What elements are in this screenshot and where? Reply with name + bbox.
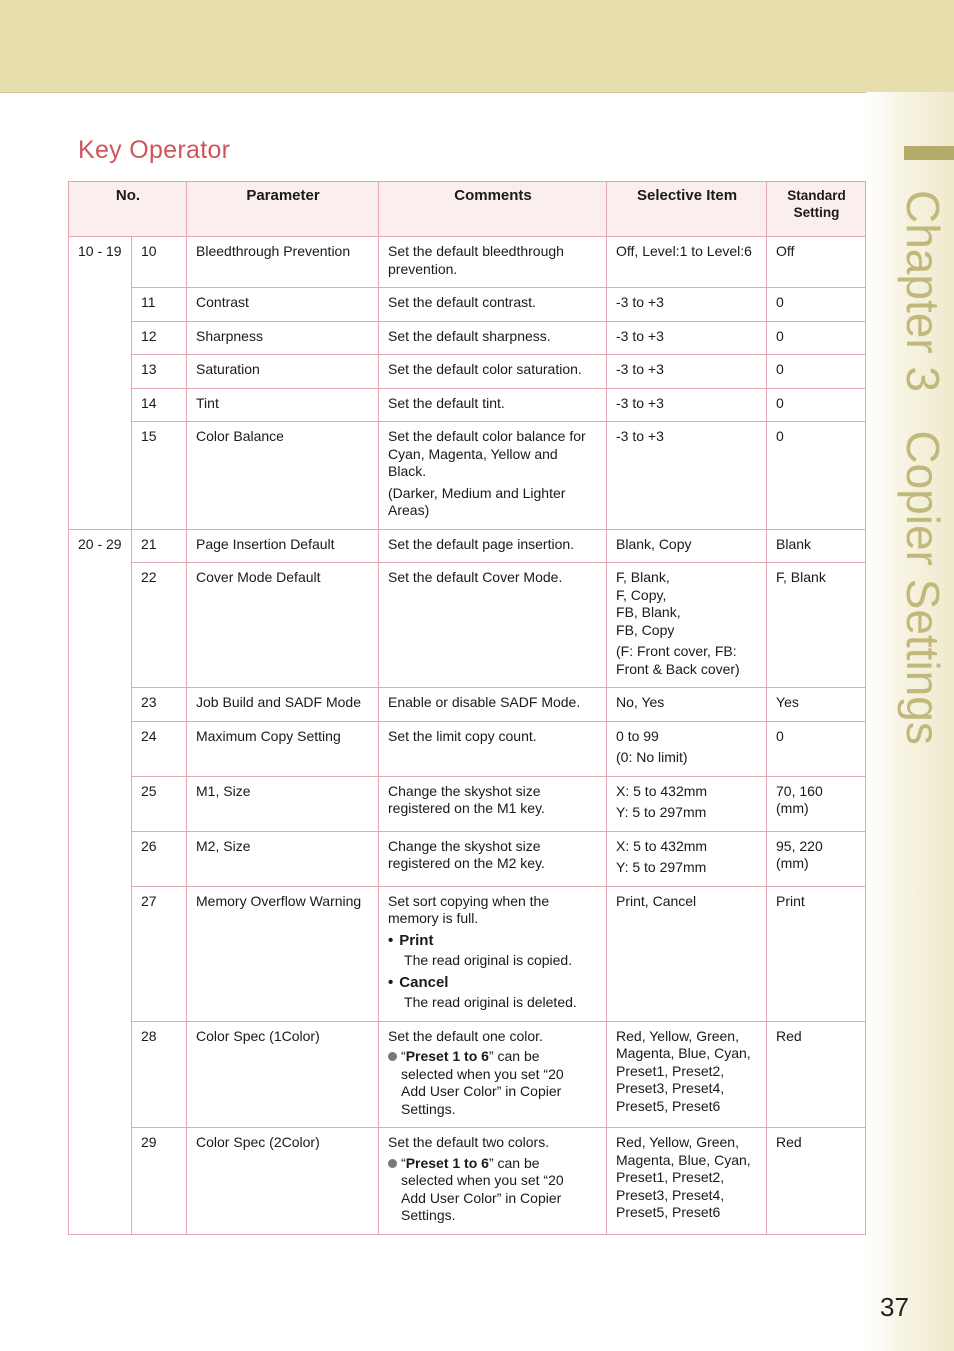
comment-extra-line: Areas) bbox=[388, 502, 430, 518]
comment-line: Set the default one color. bbox=[388, 1027, 543, 1044]
note-text: Add User Color” in Copier bbox=[401, 1189, 562, 1206]
table-header-row bbox=[69, 182, 866, 237]
table-row bbox=[69, 388, 866, 422]
header-standard-setting bbox=[767, 182, 866, 237]
table-row bbox=[69, 776, 866, 831]
row-selective-item bbox=[607, 1128, 767, 1235]
row-number: 23 bbox=[132, 688, 187, 722]
note-text: selected when you set “20 bbox=[401, 1065, 564, 1082]
note-text: Settings. bbox=[401, 1100, 456, 1117]
row-parameter: Sharpness bbox=[187, 321, 379, 355]
bullet-body: The read original is copied. bbox=[404, 952, 573, 968]
table-row bbox=[69, 831, 866, 886]
row-comments bbox=[379, 355, 607, 389]
selective-extra-line: (F: Front cover, FB: bbox=[616, 643, 737, 659]
row-comments bbox=[379, 831, 607, 886]
row-number: 13 bbox=[132, 355, 187, 389]
standard-line: F, Blank bbox=[776, 569, 826, 585]
comment-line: Set the default bleedthrough bbox=[388, 243, 564, 259]
selective-line: Preset3, Preset4, bbox=[616, 1186, 725, 1203]
comment-line: Set the default color balance for bbox=[388, 428, 586, 444]
standard-line: (mm) bbox=[776, 855, 809, 871]
comment-line: registered on the M2 key. bbox=[388, 855, 545, 871]
selective-line: F, Blank, bbox=[616, 569, 670, 585]
header-selective-item: Selective Item bbox=[607, 182, 767, 237]
row-parameter: Color Spec (1Color) bbox=[187, 1021, 379, 1128]
row-selective-item bbox=[607, 321, 767, 355]
standard-line: Yes bbox=[776, 694, 799, 710]
selective-line: No, Yes bbox=[616, 694, 665, 710]
row-comments bbox=[379, 776, 607, 831]
row-number: 12 bbox=[132, 321, 187, 355]
row-parameter: Tint bbox=[187, 388, 379, 422]
row-number: 21 bbox=[132, 529, 187, 563]
row-number: 10 bbox=[132, 237, 187, 288]
standard-line: Red bbox=[776, 1134, 802, 1150]
row-number: 24 bbox=[132, 721, 187, 776]
chapter-tab bbox=[897, 190, 949, 745]
selective-line: -3 to +3 bbox=[616, 327, 664, 344]
note-bold: Preset 1 to 6 bbox=[405, 1154, 489, 1171]
standard-line: 0 bbox=[776, 428, 784, 444]
bullet-heading-text: Print bbox=[399, 931, 434, 949]
note bbox=[388, 1048, 598, 1118]
standard-line: 0 bbox=[776, 294, 784, 310]
bullet-heading-text: Cancel bbox=[399, 973, 449, 991]
row-standard-setting bbox=[767, 1021, 866, 1128]
standard-line: Blank bbox=[776, 535, 812, 552]
selective-line: -3 to +3 bbox=[616, 394, 664, 411]
selective-line: Preset5, Preset6 bbox=[616, 1097, 721, 1114]
comment-line: Black. bbox=[388, 463, 427, 479]
row-parameter: M2, Size bbox=[187, 831, 379, 886]
group-range: 10 - 19 bbox=[69, 237, 132, 530]
selective-line: -3 to +3 bbox=[616, 428, 664, 444]
row-number: 14 bbox=[132, 388, 187, 422]
row-parameter: Maximum Copy Setting bbox=[187, 721, 379, 776]
comment-line: Set the default Cover Mode. bbox=[388, 569, 563, 585]
row-standard-setting bbox=[767, 1128, 866, 1235]
selective-line: 0 to 99 bbox=[616, 727, 659, 744]
row-parameter: Job Build and SADF Mode bbox=[187, 688, 379, 722]
row-selective-item bbox=[607, 563, 767, 688]
comment-line: Set the default page insertion. bbox=[388, 535, 575, 552]
standard-line: 70, 160 bbox=[776, 782, 823, 799]
comment-line: Set the default tint. bbox=[388, 394, 505, 411]
selective-line: Preset1, Preset2, bbox=[616, 1169, 725, 1185]
header-parameter: Parameter bbox=[187, 182, 379, 237]
comment-line: memory is full. bbox=[388, 910, 479, 926]
selective-line: Print, Cancel bbox=[616, 892, 697, 909]
row-comments bbox=[379, 422, 607, 530]
note bbox=[388, 1155, 598, 1225]
row-standard-setting bbox=[767, 388, 866, 422]
row-selective-item bbox=[607, 1021, 767, 1128]
row-standard-setting bbox=[767, 288, 866, 322]
row-number: 29 bbox=[132, 1128, 187, 1235]
row-standard-setting bbox=[767, 422, 866, 530]
standard-line: Print bbox=[776, 892, 805, 909]
row-standard-setting bbox=[767, 563, 866, 688]
note-bold: Preset 1 to 6 bbox=[405, 1048, 489, 1064]
note-text: Add User Color” in Copier bbox=[401, 1083, 562, 1099]
row-selective-item bbox=[607, 237, 767, 288]
row-standard-setting bbox=[767, 886, 866, 1021]
selective-line: -3 to +3 bbox=[616, 361, 664, 377]
selective-line: Red, Yellow, Green, bbox=[616, 1027, 739, 1044]
table-body bbox=[69, 237, 866, 1235]
header-standard-line2: Setting bbox=[793, 205, 840, 220]
selective-line: F, Copy, bbox=[616, 586, 667, 603]
selective-extra-line: (0: No limit) bbox=[616, 749, 688, 765]
standard-line: 95, 220 bbox=[776, 837, 823, 854]
row-standard-setting bbox=[767, 688, 866, 722]
row-comments bbox=[379, 237, 607, 288]
table-row bbox=[69, 529, 866, 563]
bullet-dot: • bbox=[388, 973, 394, 991]
standard-line: 0 bbox=[776, 394, 784, 411]
header-comments: Comments bbox=[379, 182, 607, 237]
table-row bbox=[69, 563, 866, 688]
row-comments bbox=[379, 886, 607, 1021]
row-parameter: Contrast bbox=[187, 288, 379, 322]
note-bullet-icon bbox=[388, 1159, 397, 1168]
selective-line: X: 5 to 432mm bbox=[616, 837, 708, 854]
note-text: ” can be bbox=[488, 1154, 540, 1171]
row-selective-item bbox=[607, 688, 767, 722]
row-comments bbox=[379, 1128, 607, 1235]
comment-line: Enable or disable SADF Mode. bbox=[388, 694, 581, 710]
selective-line: Red, Yellow, Green, bbox=[616, 1134, 739, 1150]
standard-line: 0 bbox=[776, 327, 784, 344]
bullet-body: The read original is deleted. bbox=[404, 994, 577, 1010]
selective-line: Magenta, Blue, Cyan, bbox=[616, 1151, 751, 1168]
row-parameter: Memory Overflow Warning bbox=[187, 886, 379, 1021]
chapter-marker bbox=[904, 146, 954, 160]
table-row bbox=[69, 1021, 866, 1128]
row-selective-item bbox=[607, 388, 767, 422]
row-selective-item bbox=[607, 831, 767, 886]
key-operator-table bbox=[68, 181, 866, 1235]
note-text: selected when you set “20 bbox=[401, 1172, 564, 1188]
comment-line: Set the default contrast. bbox=[388, 294, 536, 310]
header-no: No. bbox=[69, 182, 187, 237]
bullet-heading bbox=[388, 974, 598, 992]
row-comments bbox=[379, 529, 607, 563]
bullet-dot: • bbox=[388, 931, 394, 949]
row-number: 11 bbox=[132, 288, 187, 322]
group-range: 20 - 29 bbox=[69, 529, 132, 1234]
row-parameter: Color Spec (2Color) bbox=[187, 1128, 379, 1235]
row-parameter: Saturation bbox=[187, 355, 379, 389]
section-title: Key Operator bbox=[78, 136, 231, 164]
row-comments bbox=[379, 321, 607, 355]
comment-line: Set the default two colors. bbox=[388, 1134, 550, 1150]
table-row bbox=[69, 721, 866, 776]
row-comments bbox=[379, 688, 607, 722]
standard-line: Off bbox=[776, 243, 795, 259]
comment-extra-line: (Darker, Medium and Lighter bbox=[388, 484, 566, 501]
header-band bbox=[0, 0, 954, 93]
table-row bbox=[69, 1128, 866, 1235]
row-comments bbox=[379, 721, 607, 776]
selective-extra-line: Y: 5 to 297mm bbox=[616, 859, 707, 875]
table-row bbox=[69, 321, 866, 355]
row-parameter: Page Insertion Default bbox=[187, 529, 379, 563]
standard-line: 0 bbox=[776, 361, 784, 377]
row-number: 26 bbox=[132, 831, 187, 886]
table-row bbox=[69, 688, 866, 722]
selective-line: X: 5 to 432mm bbox=[616, 782, 708, 799]
comment-line: prevention. bbox=[388, 260, 458, 277]
row-selective-item bbox=[607, 776, 767, 831]
table-row bbox=[69, 422, 866, 530]
row-standard-setting bbox=[767, 831, 866, 886]
row-selective-item bbox=[607, 288, 767, 322]
row-parameter: Cover Mode Default bbox=[187, 563, 379, 688]
row-number: 25 bbox=[132, 776, 187, 831]
row-comments bbox=[379, 388, 607, 422]
row-number: 15 bbox=[132, 422, 187, 530]
row-standard-setting bbox=[767, 776, 866, 831]
row-comments bbox=[379, 563, 607, 688]
row-standard-setting bbox=[767, 355, 866, 389]
note-open-quote: “ bbox=[401, 1048, 406, 1064]
row-standard-setting bbox=[767, 237, 866, 288]
comment-line: Change the skyshot size bbox=[388, 782, 541, 799]
comment-line: registered on the M1 key. bbox=[388, 800, 545, 816]
row-standard-setting bbox=[767, 721, 866, 776]
note-text: ” can be bbox=[488, 1048, 540, 1064]
standard-line: Red bbox=[776, 1027, 802, 1044]
selective-line: FB, Copy bbox=[616, 621, 675, 638]
row-parameter: M1, Size bbox=[187, 776, 379, 831]
comment-line: Change the skyshot size bbox=[388, 837, 541, 854]
row-selective-item bbox=[607, 422, 767, 530]
row-number: 28 bbox=[132, 1021, 187, 1128]
selective-extra-line: Y: 5 to 297mm bbox=[616, 804, 707, 820]
row-number: 22 bbox=[132, 563, 187, 688]
bullet-heading bbox=[388, 932, 598, 950]
note-open-quote: “ bbox=[401, 1154, 406, 1171]
standard-line: (mm) bbox=[776, 800, 809, 816]
row-number: 27 bbox=[132, 886, 187, 1021]
table-row bbox=[69, 886, 866, 1021]
table-row bbox=[69, 355, 866, 389]
comment-line: Set the default sharpness. bbox=[388, 327, 551, 344]
note-text: Settings. bbox=[401, 1207, 456, 1223]
comment-line: Cyan, Magenta, Yellow and bbox=[388, 445, 558, 462]
row-parameter: Bleedthrough Prevention bbox=[187, 237, 379, 288]
row-selective-item bbox=[607, 886, 767, 1021]
selective-line: Magenta, Blue, Cyan, bbox=[616, 1045, 751, 1061]
standard-line: 0 bbox=[776, 727, 784, 744]
chapter-label: Chapter 3 Copier Settings bbox=[897, 190, 949, 745]
selective-line: Preset5, Preset6 bbox=[616, 1204, 721, 1220]
selective-line: Blank, Copy bbox=[616, 535, 692, 552]
header-standard-line1: Standard bbox=[787, 188, 846, 203]
comment-line: Set the limit copy count. bbox=[388, 727, 537, 744]
row-comments bbox=[379, 288, 607, 322]
row-selective-item bbox=[607, 721, 767, 776]
row-selective-item bbox=[607, 529, 767, 563]
selective-extra-line: Front & Back cover) bbox=[616, 660, 740, 677]
selective-line: -3 to +3 bbox=[616, 294, 664, 310]
selective-line: FB, Blank, bbox=[616, 604, 681, 620]
selective-line: Preset1, Preset2, bbox=[616, 1062, 725, 1079]
table-row bbox=[69, 288, 866, 322]
table-row bbox=[69, 237, 866, 288]
note-bullet-icon bbox=[388, 1052, 397, 1061]
page-number: 37 bbox=[880, 1292, 909, 1322]
selective-line: Preset3, Preset4, bbox=[616, 1080, 725, 1096]
comment-line: Set the default color saturation. bbox=[388, 361, 582, 377]
row-standard-setting bbox=[767, 321, 866, 355]
row-parameter: Color Balance bbox=[187, 422, 379, 530]
comment-line: Set sort copying when the bbox=[388, 892, 550, 909]
row-comments bbox=[379, 1021, 607, 1128]
row-selective-item bbox=[607, 355, 767, 389]
row-standard-setting bbox=[767, 529, 866, 563]
selective-line: Off, Level:1 to Level:6 bbox=[616, 243, 752, 259]
